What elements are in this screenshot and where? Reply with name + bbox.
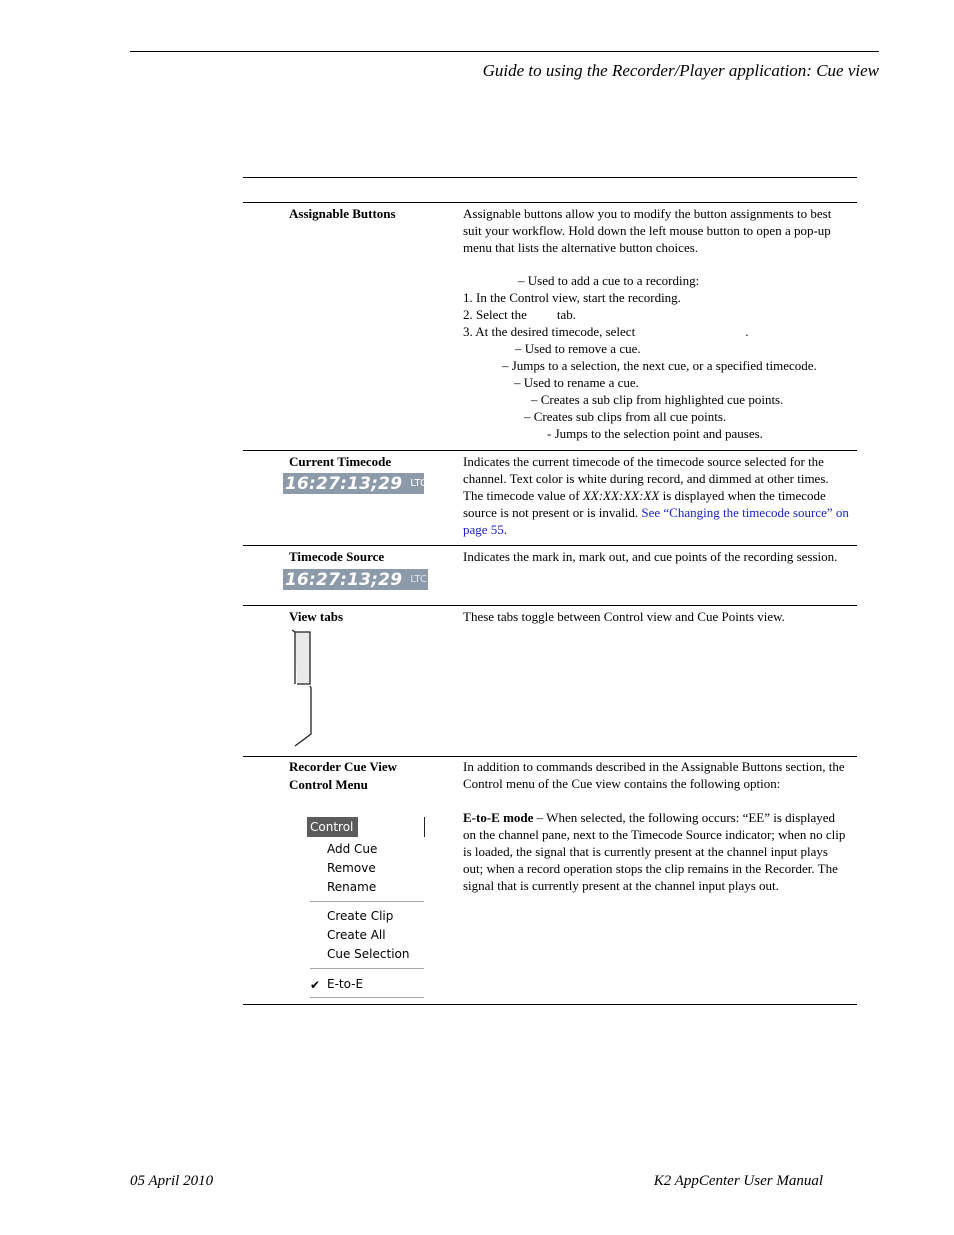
timecode-source-value: 16:27:13;29	[285, 569, 403, 590]
cue-control-menu-description	[463, 758, 849, 894]
tab-control[interactable]	[295, 632, 310, 684]
assignable-buttons-description	[463, 205, 849, 256]
menu-item-create-all[interactable]: Create All	[327, 928, 386, 942]
tab-cue-points[interactable]	[295, 686, 311, 746]
menu-item-e-to-e[interactable]: E-to-E	[327, 977, 364, 991]
assignable-line-step1: 1. In the Control view, start the recording.	[463, 290, 681, 305]
timecode-source-display	[283, 569, 428, 590]
page-header-title: Guide to using the Recorder/Player application: Cue view	[482, 61, 879, 80]
cue-menu-intro: In addition to commands described in the Assignable Buttons section, the Control menu of the Cue view contains the following option:	[463, 759, 845, 791]
checkmark-icon: ✔	[310, 978, 321, 992]
row-label-current-timecode: Current Timecode	[289, 454, 392, 469]
assignable-line-step3: 3. At the desired timecode, select .	[463, 324, 749, 339]
timecode-source-link[interactable]: See “Changing the timecode source” on page 55	[463, 505, 849, 537]
table-bottom-rule	[243, 1004, 857, 1005]
assignable-line-remove: – Used to remove a cue.	[515, 341, 641, 356]
menu-item-remove[interactable]: Remove	[327, 861, 376, 875]
assignable-line-go-to: - Jumps to the selection point and pauses.	[547, 426, 763, 441]
timecode-source-ltc: LTC	[410, 574, 427, 585]
assignable-line-step2: 2. Select the tab.	[463, 307, 577, 322]
row-label-view-tabs: View tabs	[289, 609, 344, 624]
current-timecode-ltc: LTC	[410, 478, 427, 489]
row-rule-3	[243, 605, 857, 606]
row-rule-2	[243, 545, 857, 546]
current-timecode-description: Indicates the current timecode of the timecode source selected for the channel. Text color is white during record, and dimmed at other times. The timecode value of XX:XX:XX:XX is displayed when the timecode source is not present or is invalid. See “Changing the timecode source” on page 55.	[463, 454, 849, 537]
row-rule-4	[243, 756, 857, 757]
table-top-rule	[243, 177, 857, 178]
current-timecode-value: 16:27:13;29	[285, 473, 403, 494]
menu-item-rename[interactable]: Rename	[327, 880, 377, 894]
assignable-line-create-all: – Creates sub clips from all cue points.	[524, 409, 727, 424]
row-label-timecode-source: Timecode Source	[289, 549, 385, 564]
control-menu-button[interactable]: Control	[307, 817, 358, 837]
timecode-source-description: Indicates the mark in, mark out, and cue points of the recording session.	[463, 549, 838, 564]
row-rule-1	[243, 450, 857, 451]
menu-edge-marker	[424, 817, 425, 837]
menu-item-create-clip[interactable]: Create Clip	[327, 909, 394, 923]
menu-item-cue-selection[interactable]: Cue Selection	[327, 947, 410, 961]
assignable-lines	[463, 272, 853, 442]
view-tabs-description: These tabs toggle between Control view and Cue Points view.	[463, 609, 785, 624]
table-header-rule	[243, 202, 857, 203]
footer-manual-title: K2 AppCenter User Manual	[653, 1173, 823, 1189]
menu-item-add-cue[interactable]: Add Cue	[327, 842, 378, 856]
e-to-e-mode-description: E-to-E mode – When selected, the following occurs: “EE” is displayed on the channel pane, next to the Timecode Source indicator; when no clip is loaded, the signal that is currently present at the channel input plays out; when a record operation stops the clip remains in the Recorder. The signal that is currently present at the channel input plays out.	[463, 810, 846, 893]
header-rule	[130, 51, 879, 52]
menu-separator-1	[310, 901, 424, 902]
footer-date: 05 April 2010	[130, 1173, 214, 1189]
menu-separator-3	[310, 997, 424, 998]
assignable-line-cue-selection: – Jumps to a selection, the next cue, or a specified timecode.	[502, 358, 817, 373]
row-label-assignable-buttons: Assignable Buttons	[289, 206, 396, 221]
assignable-line-create-clip: – Creates a sub clip from highlighted cue points.	[531, 392, 784, 407]
row-label-cue-control-menu: Recorder Cue View Control Menu	[289, 759, 398, 792]
current-timecode-display	[283, 473, 427, 494]
view-tabs-graphic[interactable]	[290, 626, 320, 750]
menu-separator-2	[310, 968, 424, 969]
assignable-line-rename: – Used to rename a cue.	[514, 375, 639, 390]
assignable-intro: Assignable buttons allow you to modify the button assignments to best suit your workflow. Hold down the left mouse button to open a pop-up menu that lists the alternative button choices.	[463, 206, 832, 255]
assignable-line-add-cue: – Used to add a cue to a recording:	[518, 273, 700, 288]
